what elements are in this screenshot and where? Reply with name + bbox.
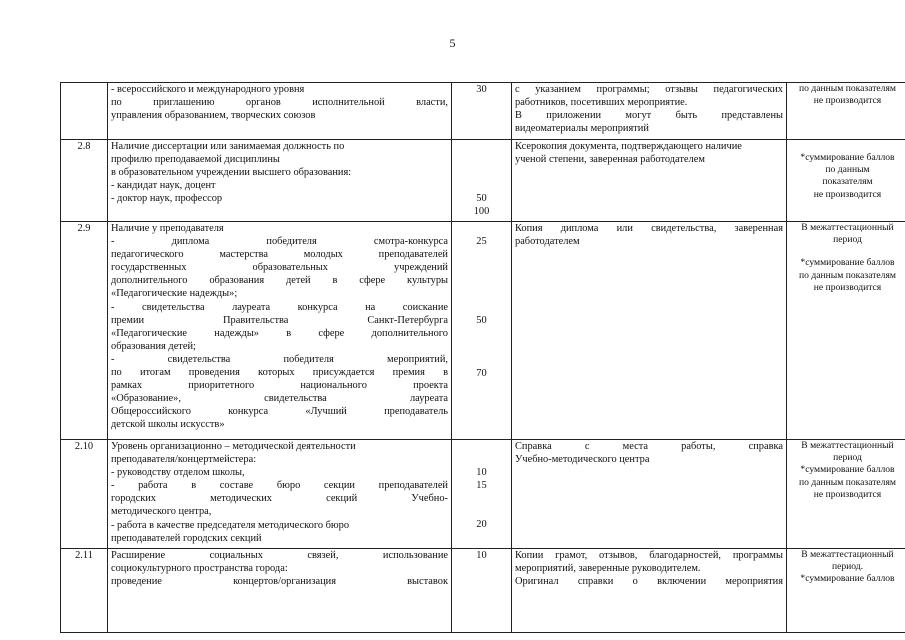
points-value: 50 (476, 315, 487, 327)
criterion-cell (108, 440, 452, 549)
criterion-line: в образовательном учреждении высшего образования: (111, 167, 352, 179)
criterion-cell (108, 222, 452, 440)
document-line: Ксерокопия документа, подтверждающего наличие (515, 141, 742, 152)
note-line: не производится (813, 188, 882, 200)
criterion-line: преподавателя/концертмейстера: (111, 454, 257, 466)
criterion-cell (108, 83, 452, 140)
note-line: по данным показателям (799, 476, 896, 488)
criterion-line: - руководству отделом школы, (111, 467, 245, 479)
row-number: 2.11 (61, 549, 108, 633)
documents-cell (512, 83, 787, 140)
note-line: *суммирование баллов (800, 152, 895, 163)
documents-cell (512, 140, 787, 222)
note-line: по данным (825, 164, 870, 176)
document-line: Справка с места работы, справка (515, 441, 783, 452)
criterion-line: социокультурного пространства города: (111, 563, 288, 575)
row-number (61, 83, 108, 140)
criterion-line: «Педагогические надежды» в сфере дополнительного (111, 327, 448, 339)
criterion-line: - свидетельства победителя мероприятий, (111, 353, 448, 365)
table-row (61, 222, 905, 440)
criterion-line: «Образование», свидетельства лауреата (111, 393, 448, 405)
document-line: В приложении могут быть представлены (515, 110, 783, 122)
criterion-line: - свидетельства лауреата конкурса на соискание (111, 301, 448, 313)
documents-cell (512, 222, 787, 440)
note-cell (787, 222, 905, 440)
note-line: *суммирование баллов (800, 257, 895, 269)
note-line: период (833, 452, 862, 464)
criterion-line: Наличие диссертации или занимаемая должность по (111, 141, 345, 152)
document-line: мероприятий, заверенные руководителем. (515, 563, 701, 575)
documents-cell (512, 549, 787, 633)
criterion-line: - работа в составе бюро секции преподавателей (111, 480, 448, 492)
points-cell (452, 83, 512, 140)
points-cell (452, 140, 512, 222)
criterion-line: Наличие у преподавателя (111, 223, 224, 234)
points-cell (452, 222, 512, 440)
note-line: по данным показателям (799, 83, 896, 94)
note-line: В межаттестационный (801, 549, 894, 560)
note-line: по данным показателям (799, 269, 896, 281)
note-line: показателям (822, 176, 873, 188)
table-row (61, 83, 905, 140)
note-line: не производится (813, 281, 882, 293)
points-value: 10 (476, 550, 487, 561)
document-line: работодателем (515, 236, 580, 248)
table-row (61, 549, 905, 633)
criterion-line: Общероссийского конкурса «Лучший преподаватель (111, 406, 448, 418)
criterion-line: Уровень организационно – методической деятельности (111, 441, 356, 452)
criterion-line: - диплома победителя смотра-конкурса (111, 236, 448, 248)
points-value: 25 (476, 236, 487, 247)
criterion-line: по приглашению органов исполнительной власти, (111, 97, 448, 109)
criterion-line: городских методических секций Учебно- (111, 493, 448, 505)
note-cell (787, 549, 905, 633)
page-number: 5 (449, 36, 456, 50)
document-line: видеоматериалы мероприятий (515, 123, 649, 135)
document-line: Копия диплома или свидетельства, заверенная (515, 223, 783, 234)
note-cell (787, 440, 905, 549)
criterion-line: педагогического мастерства молодых преподавателей (111, 249, 448, 261)
criterion-line: преподавателей городских секций (111, 532, 262, 544)
note-line: не производится (813, 488, 882, 500)
criterion-line: - работа в качестве председателя методического бюро (111, 519, 350, 531)
points-cell (452, 549, 512, 633)
note-line: *суммирование баллов (800, 464, 895, 476)
criterion-line: «Педагогические надежды»; (111, 288, 238, 300)
criterion-line: Расширение социальных связей, использование (111, 550, 448, 561)
criterion-cell (108, 140, 452, 222)
criterion-line: методического центра, (111, 506, 212, 518)
points-value: 100 (473, 206, 490, 218)
row-number: 2.8 (61, 140, 108, 222)
note-line: *суммирование баллов (800, 573, 895, 585)
criterion-line: проведение концертов/организация выставок (111, 576, 448, 588)
document-line: ученой степени, заверенная работодателем (515, 154, 705, 166)
points-value: 10 (476, 467, 487, 478)
document-line: с указанием программы; отзывы педагогических (515, 84, 783, 95)
criterion-line: - всероссийского и международного уровня (111, 84, 305, 95)
note-line: В межаттестационный (801, 222, 894, 233)
row-number: 2.10 (61, 440, 108, 549)
table-row (61, 440, 905, 549)
criterion-line: - доктор наук, профессор (111, 193, 223, 205)
points-value: 50 (476, 193, 487, 204)
document-line: Учебно-методического центра (515, 454, 650, 466)
points-value: 30 (476, 84, 487, 95)
criterion-line: профилю преподаваемой дисциплины (111, 154, 280, 166)
note-line: В межаттестационный (801, 440, 894, 451)
criteria-table (60, 82, 905, 633)
criterion-line: государственных образовательных учреждений (111, 262, 448, 274)
note-line: не производится (813, 95, 882, 107)
criterion-line: рамках приоритетного национального проекта (111, 380, 448, 392)
points-cell (452, 440, 512, 549)
document-line: работников, посетивших мероприятие. (515, 97, 688, 109)
note-cell (787, 140, 905, 222)
note-line: период (833, 234, 862, 246)
criterion-line: премии Правительства Санкт-Петербурга (111, 314, 448, 326)
criterion-line: детской школы искусств» (111, 419, 225, 431)
note-line: период. (831, 561, 864, 573)
criterion-line: по итогам проведения которых присуждается премия в (111, 367, 448, 379)
document-line: Копии грамот, отзывов, благодарностей, программы (515, 550, 783, 561)
points-value: 20 (476, 519, 487, 531)
table-row (61, 140, 905, 222)
points-value: 70 (476, 368, 487, 380)
points-value: 15 (476, 480, 487, 492)
documents-cell (512, 440, 787, 549)
criterion-line: образования детей; (111, 340, 196, 352)
document-line: Оригинал справки о включении мероприятия (515, 576, 783, 588)
criterion-line: управления образованием, творческих союзов (111, 110, 316, 122)
criterion-line: дополнительного образования детей в сфере культуры (111, 275, 448, 287)
criterion-line: - кандидат наук, доцент (111, 180, 216, 192)
note-cell (787, 83, 905, 140)
row-number: 2.9 (61, 222, 108, 440)
criterion-cell (108, 549, 452, 633)
